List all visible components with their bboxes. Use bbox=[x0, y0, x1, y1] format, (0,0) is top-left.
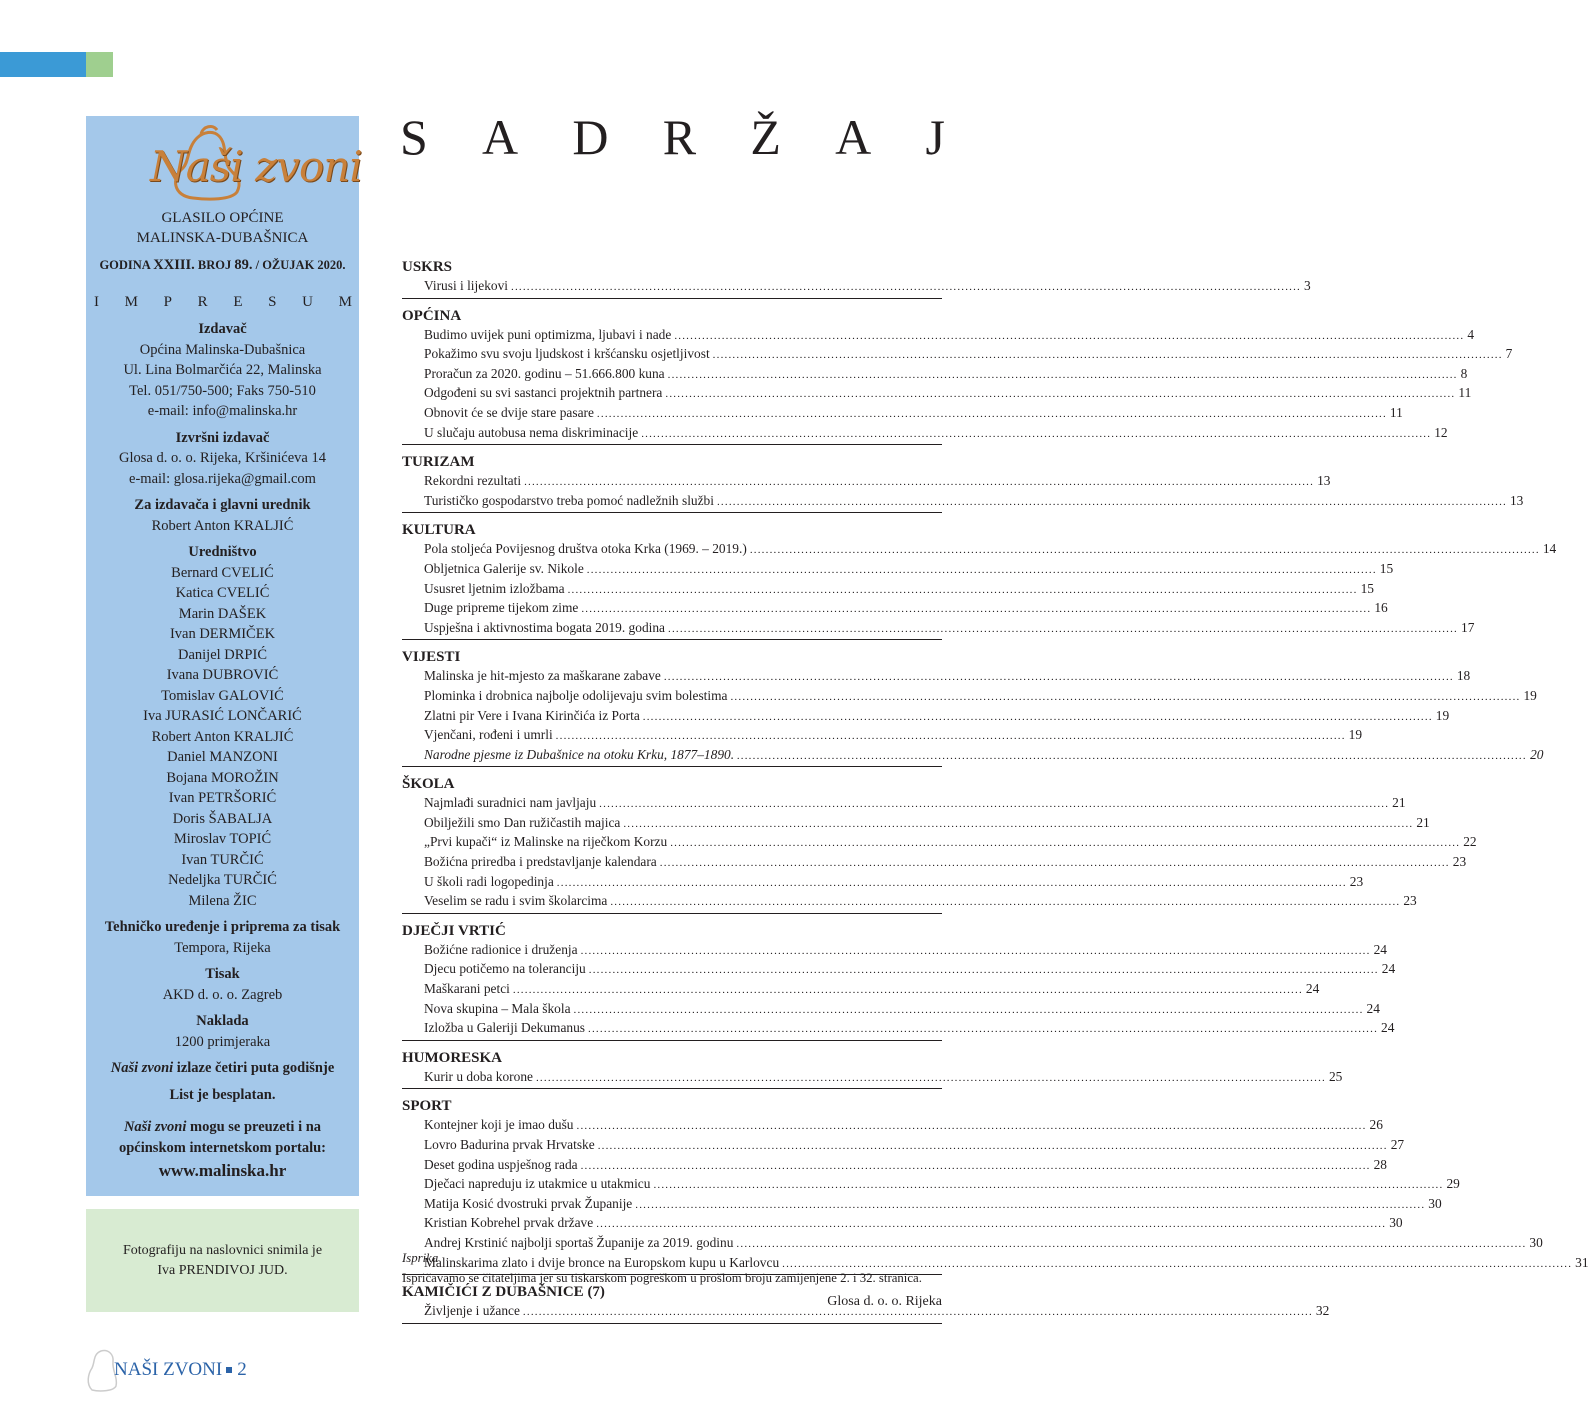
toc-entry[interactable] bbox=[402, 892, 1417, 912]
toc-leader: ........................................................................................................................................................................................................ bbox=[610, 896, 1401, 909]
toc-entry-title: Uspješna i aktivnostima bogata 2019. godina bbox=[424, 619, 665, 635]
toc-leader: ........................................................................................................................................................................................................ bbox=[642, 710, 1433, 723]
toc-page-number: 30 bbox=[1529, 1234, 1543, 1250]
toc-page-number: 7 bbox=[1505, 346, 1513, 362]
izdavac-line: Općina Malinska-Dubašnica bbox=[139, 341, 306, 358]
izdavac-lines bbox=[86, 340, 359, 422]
toc-entry[interactable] bbox=[402, 1214, 1403, 1234]
editor-name: Bojana MOROŽIN bbox=[166, 769, 279, 786]
toc-section-title: KULTURA bbox=[402, 522, 476, 539]
toc-leader: ........................................................................................................................................................................................................ bbox=[567, 583, 1358, 596]
toc-leader: ........................................................................................................................................................................................................ bbox=[665, 388, 1456, 401]
toc-entry[interactable] bbox=[402, 1068, 1343, 1088]
toc-page-number: 19 bbox=[1523, 687, 1537, 703]
toc-leader: ........................................................................................................................................................................................................ bbox=[512, 984, 1303, 997]
toc-page-number: 13 bbox=[1317, 473, 1331, 489]
editor-name: Robert Anton KRALJIĆ bbox=[151, 728, 294, 745]
toc-page-number: 12 bbox=[1434, 424, 1448, 440]
tisak-label: Tisak bbox=[205, 966, 240, 982]
toc-entry-title: Malinskarima zlato i dvije bronce na Europskom kupu u Karlovcu bbox=[424, 1254, 780, 1270]
free-note: List je besplatan. bbox=[169, 1086, 276, 1103]
toc-leader: ........................................................................................................................................................................................................ bbox=[580, 944, 1371, 957]
toc-page-number: 15 bbox=[1379, 560, 1394, 576]
izdavac-line: Ul. Lina Bolmarčića 22, Malinska bbox=[123, 362, 322, 378]
naklada-value: 1200 primjeraka bbox=[174, 1033, 271, 1050]
editor-name: Iva JURASIĆ LONČARIĆ bbox=[143, 708, 302, 724]
editor-name: Tomislav GALOVIĆ bbox=[161, 687, 284, 704]
toc-page-number: 3 bbox=[1304, 278, 1311, 293]
toc-leader: ........................................................................................................................................................................................................ bbox=[511, 281, 1301, 293]
toc-entry[interactable] bbox=[402, 365, 1468, 385]
toc-entry-title: Odgođeni su svi sastanci projektnih partnera bbox=[424, 385, 663, 401]
toc-entry[interactable] bbox=[402, 1019, 1395, 1039]
toc-page-number: 27 bbox=[1390, 1137, 1405, 1152]
naklada-label: Naklada bbox=[196, 1013, 249, 1029]
toc-entry-title: Dječaci napreduju iz utakmice u utakmicu bbox=[424, 1176, 651, 1192]
toc-leader: ........................................................................................................................................................................................................ bbox=[670, 837, 1461, 850]
toc-entry-title: Maškarani petci bbox=[424, 981, 510, 997]
apology-note bbox=[402, 1248, 942, 1312]
toc-entry-title: Ususret ljetnim izložbama bbox=[424, 580, 565, 596]
toc-entry-title: Deset godina uspješnog rada bbox=[424, 1156, 578, 1172]
toc-leader: ........................................................................................................................................................................................................ bbox=[663, 671, 1454, 684]
toc-entry-title: U slučaju autobusa nema diskriminacije bbox=[424, 424, 639, 440]
toc-page-number: 15 bbox=[1360, 580, 1374, 596]
toc-entry-title: Obljetnica Galerije sv. Nikole bbox=[424, 560, 584, 576]
editor-name: Ivan TURČIĆ bbox=[181, 851, 264, 868]
toc-page-number: 23 bbox=[1452, 854, 1467, 870]
portal-note: Naši zvoni mogu se preuzeti i na bbox=[123, 1119, 322, 1135]
title-letter: A bbox=[482, 109, 519, 165]
toc-section-divider bbox=[402, 298, 942, 299]
decor-blue-bar bbox=[0, 52, 86, 77]
toc-entry-title: Rekordni rezultati bbox=[424, 473, 522, 489]
izdavac-line: e-mail: info@malinska.hr bbox=[147, 403, 298, 419]
urednik-name: Robert Anton KRALJIĆ bbox=[151, 517, 294, 534]
editor-name: Ivana DUBROVIĆ bbox=[166, 667, 279, 683]
toc-entry[interactable] bbox=[402, 580, 1374, 600]
editor-name: Ivan PETRŠORIĆ bbox=[168, 790, 277, 806]
toc-page-number: 11 bbox=[1458, 385, 1472, 401]
toc-section bbox=[402, 453, 1524, 513]
toc-leader: ........................................................................................................................................................................................................ bbox=[581, 603, 1372, 616]
toc-leader: ........................................................................................................................................................................................................ bbox=[596, 1218, 1387, 1231]
toc-entry-title: Božićne radionice i druženja bbox=[424, 941, 578, 957]
logo bbox=[92, 118, 362, 204]
toc-entry-title: Plominka i drobnica najbolje odolijevaju svim bolestima bbox=[424, 687, 728, 703]
toc-entry[interactable] bbox=[402, 853, 1467, 873]
toc-leader: ........................................................................................................................................................................................................ bbox=[588, 1023, 1379, 1036]
toc-entry[interactable] bbox=[402, 424, 1448, 444]
toc-leader: ........................................................................................................................................................................................................ bbox=[641, 427, 1432, 440]
toc-page-number: 23 bbox=[1403, 893, 1417, 909]
toc-leader: ........................................................................................................................................................................................................ bbox=[599, 798, 1390, 811]
editor-name: Marin DAŠEK bbox=[178, 605, 267, 622]
toc-leader: ........................................................................................................................................................................................................ bbox=[623, 817, 1414, 830]
toc-section bbox=[402, 648, 1544, 767]
toc-section-divider bbox=[402, 1088, 942, 1089]
izvrsni-lines bbox=[86, 448, 359, 489]
toc-page-number: 14 bbox=[1542, 541, 1557, 557]
toc-entry[interactable] bbox=[402, 599, 1388, 619]
toc-section-divider bbox=[402, 639, 942, 640]
toc-page-number: 22 bbox=[1463, 834, 1477, 850]
toc-entry-title: Pola stoljeća Povijesnog društva otoka Krka (1969. – 2019.) bbox=[424, 541, 747, 557]
toc-page-number: 23 bbox=[1349, 873, 1364, 889]
toc-page-number: 24 bbox=[1373, 941, 1387, 957]
toc-entry-title: Izložba u Galeriji Dekumanus bbox=[424, 1020, 586, 1036]
toc-entry[interactable] bbox=[402, 472, 1331, 492]
toc-page-number: 32 bbox=[1315, 1303, 1330, 1319]
urednistvo-list bbox=[86, 563, 359, 912]
toc-section-title: HUMORESKA bbox=[402, 1049, 503, 1066]
apology-heading: Isprika bbox=[402, 1251, 439, 1265]
editor-name: Danijel DRPIĆ bbox=[177, 646, 267, 663]
toc-section bbox=[402, 922, 1396, 1041]
toc-page-number: 17 bbox=[1461, 619, 1475, 635]
apology-text: Ispričavamo se čitateljima jer su tiskarskom pogreškom u prošlom broju zamijenjene 2. i 32. stranica. bbox=[402, 1271, 922, 1285]
title-letter: A bbox=[835, 109, 872, 165]
toc-entry-title: Andrej Krstinić najbolji sportaš Županije za 2019. godinu bbox=[424, 1234, 734, 1250]
toc-section bbox=[402, 1049, 1343, 1090]
editor-name: Katica CVELIĆ bbox=[175, 585, 270, 601]
page-title bbox=[400, 108, 945, 166]
publication-title: GLASILO OPĆINE MALINSKA-DUBAŠNICA bbox=[136, 210, 309, 246]
impresum-letter: U bbox=[302, 294, 313, 310]
izdavac-label: Izdavač bbox=[198, 321, 247, 337]
toc-leader: ........................................................................................................................................................................................................ bbox=[580, 1159, 1371, 1172]
toc-entry[interactable] bbox=[402, 873, 1364, 893]
toc-entry[interactable] bbox=[402, 960, 1396, 980]
toc-entry-title: Zlatni pir Vere i Ivana Kirinčića iz Porta bbox=[424, 707, 640, 723]
toc-entry[interactable] bbox=[402, 1156, 1387, 1176]
toc-entry-title: Obilježili smo Dan ružičastih majica bbox=[424, 814, 621, 830]
toc-page-number: 19 bbox=[1435, 707, 1450, 723]
toc-entry-title: Duge pripreme tijekom zime bbox=[424, 600, 579, 616]
tehnicko-value: Tempora, Rijeka bbox=[174, 939, 271, 956]
toc-page-number: 21 bbox=[1392, 795, 1406, 811]
editor-name: Daniel MANZONI bbox=[167, 749, 278, 765]
toc-page-number: 19 bbox=[1348, 727, 1363, 743]
title-letter: R bbox=[662, 109, 697, 165]
impresum-letter: R bbox=[197, 294, 208, 310]
toc-section bbox=[402, 258, 1311, 299]
toc-entry[interactable] bbox=[402, 277, 1311, 297]
toc-entry[interactable] bbox=[402, 814, 1430, 834]
photo-credit-line2: Iva PRENDIVOJ JUD. bbox=[157, 1263, 288, 1278]
editor-name: Bernard CVELIĆ bbox=[171, 564, 274, 581]
toc-entry-title: Pokažimo svu svoju ljudskost i kršćansku osjetljivost bbox=[424, 346, 710, 362]
toc-entry-title: Narodne pjesme iz Dubašnice na otoku Krku, 1877–1890. bbox=[424, 746, 735, 762]
toc-leader: ........................................................................................................................................................................................................ bbox=[635, 1198, 1426, 1211]
toc-leader: ........................................................................................................................................................................................................ bbox=[659, 857, 1450, 870]
toc-leader: ........................................................................................................................................................................................................ bbox=[576, 1120, 1367, 1133]
editor-name: Milena ŽIC bbox=[188, 892, 257, 909]
toc-entry[interactable] bbox=[402, 980, 1320, 1000]
toc-leader: ........................................................................................................................................................................................................ bbox=[573, 1003, 1364, 1016]
impresum-letter: I bbox=[94, 294, 99, 310]
toc-entry-title: Budimo uvijek puni optimizma, ljubavi i nade bbox=[424, 326, 672, 342]
toc-section-title: ŠKOLA bbox=[402, 776, 455, 793]
toc-section-title: OPĆINA bbox=[402, 307, 462, 324]
toc-leader: ........................................................................................................................................................................................................ bbox=[596, 407, 1387, 420]
footer-dot-icon bbox=[226, 1367, 232, 1373]
toc-entry-title: Najmlađi suradnici nam javljaju bbox=[424, 795, 597, 811]
urednik-label: Za izdavača i glavni urednik bbox=[134, 497, 311, 513]
izdavac-line: Tel. 051/750-500; Faks 750-510 bbox=[129, 382, 316, 399]
toc-entry-title: Vjenčani, rođeni i umrli bbox=[424, 727, 553, 743]
editor-name: Miroslav TOPIĆ bbox=[173, 831, 272, 847]
toc-page-number: 24 bbox=[1366, 1000, 1380, 1016]
toc-entry-title: U školi radi logopedinja bbox=[424, 873, 554, 889]
toc-entry[interactable] bbox=[402, 941, 1387, 961]
toc-entry[interactable] bbox=[402, 1116, 1383, 1136]
toc-leader: ........................................................................................................................................................................................................ bbox=[535, 1071, 1326, 1084]
toc-section-divider bbox=[402, 766, 942, 767]
toc-entry-title: Nova skupina – Mala škola bbox=[424, 1000, 571, 1016]
toc-section-title: KAMIČIĆI Z DUBAŠNICE (7) bbox=[402, 1284, 605, 1301]
page-number: 2 bbox=[237, 1359, 247, 1380]
toc-entry[interactable] bbox=[402, 833, 1477, 853]
toc-section-divider bbox=[402, 444, 942, 445]
toc-entry[interactable] bbox=[402, 707, 1450, 727]
toc-entry-title: Matija Kosić dvostruki prvak Županije bbox=[424, 1195, 633, 1211]
toc-section-title: USKRS bbox=[402, 259, 453, 275]
toc-section-title: VIJESTI bbox=[402, 649, 461, 666]
publication-issue: GODINA XXIII. BROJ 89. / OŽUJAK 2020. bbox=[99, 257, 346, 273]
toc-section-title: SPORT bbox=[402, 1098, 452, 1115]
title-letter: J bbox=[925, 109, 945, 165]
toc-section bbox=[402, 775, 1477, 914]
toc-entry[interactable] bbox=[402, 687, 1537, 707]
toc-leader: ........................................................................................................................................................................................................ bbox=[782, 1257, 1573, 1270]
toc-page-number: 24 bbox=[1381, 961, 1396, 977]
toc-section-divider bbox=[402, 1040, 942, 1041]
toc-entry-title: Lovro Badurina prvak Hrvatske bbox=[424, 1137, 595, 1152]
impresum-panel bbox=[86, 116, 362, 1196]
impresum-body bbox=[86, 319, 359, 1182]
editor-name: Doris ŠABALJA bbox=[172, 810, 273, 827]
izvrsni-line: e-mail: glosa.rijeka@gmail.com bbox=[129, 470, 316, 487]
toc-page-number: 25 bbox=[1328, 1068, 1343, 1084]
toc-leader: ........................................................................................................................................................................................................ bbox=[749, 544, 1540, 557]
toc-leader: ........................................................................................................................................................................................................ bbox=[588, 964, 1379, 977]
toc-entry[interactable] bbox=[402, 746, 1544, 766]
toc-entry[interactable] bbox=[402, 560, 1394, 580]
portal-url-link[interactable]: www.malinska.hr bbox=[158, 1161, 287, 1180]
title-letter: D bbox=[572, 109, 609, 165]
toc-entry[interactable] bbox=[402, 384, 1472, 404]
title-letter: S bbox=[400, 109, 428, 165]
toc-entry[interactable] bbox=[402, 326, 1475, 346]
toc-entry[interactable] bbox=[402, 345, 1513, 365]
toc-section-title: DJEČJI VRTIĆ bbox=[402, 922, 506, 939]
toc-entry-title: Božićna priredba i predstavljanje kalendara bbox=[424, 854, 657, 870]
tisak-value: AKD d. o. o. Zagreb bbox=[162, 986, 283, 1003]
izvrsni-label: Izvršni izdavač bbox=[175, 429, 270, 446]
toc-page-number: 16 bbox=[1374, 600, 1388, 616]
toc-entry[interactable] bbox=[402, 1000, 1380, 1020]
toc-entry-title: Veselim se radu i svim školarcima bbox=[424, 893, 608, 909]
toc-page-number: 28 bbox=[1373, 1156, 1387, 1172]
toc-page-number: 30 bbox=[1428, 1195, 1442, 1211]
decor-green-bar bbox=[86, 52, 113, 77]
impresum-letter: M bbox=[124, 294, 138, 310]
toc-leader: ........................................................................................................................................................................................................ bbox=[730, 690, 1521, 703]
toc-leader: ........................................................................................................................................................................................................ bbox=[668, 622, 1458, 635]
toc-page-number: 30 bbox=[1389, 1215, 1403, 1231]
toc-entry-title: Malinska je hit-mjesto za maškarane zabave bbox=[424, 668, 661, 684]
editor-name: Ivan DERMIČEK bbox=[169, 626, 276, 642]
impresum-letter: S bbox=[268, 294, 277, 310]
izvrsni-line: Glosa d. o. o. Rijeka, Kršinićeva 14 bbox=[119, 450, 326, 466]
toc-entry[interactable] bbox=[402, 667, 1471, 687]
toc-entry[interactable] bbox=[402, 619, 1475, 639]
toc-page-number: 18 bbox=[1456, 668, 1471, 684]
toc-entry-title: Kristian Kobrehel prvak države bbox=[424, 1215, 594, 1231]
toc-leader: ........................................................................................................................................................................................................ bbox=[653, 1179, 1444, 1192]
impresum-letter: M bbox=[338, 294, 352, 310]
toc-entry-title: Proračun za 2020. godinu – 51.666.800 kuna bbox=[424, 365, 665, 381]
impresum-heading bbox=[94, 294, 352, 311]
frequency-note: Naši zvoni izlaze četiri puta godišnje bbox=[110, 1060, 335, 1076]
toc-leader: ........................................................................................................................................................................................................ bbox=[597, 1140, 1388, 1152]
table-of-contents bbox=[402, 258, 1589, 1332]
toc-page-number: 20 bbox=[1530, 746, 1544, 762]
toc-section-title: TURIZAM bbox=[402, 454, 475, 471]
portal-note-line2: općinskom internetskom portalu: bbox=[118, 1139, 327, 1156]
toc-entry-title: Virusi i lijekovi bbox=[424, 278, 508, 293]
page-footer bbox=[86, 1348, 326, 1392]
toc-entry[interactable] bbox=[402, 492, 1524, 512]
toc-entry-title: Kontejner koji je imao dušu bbox=[424, 1117, 574, 1133]
photo-credit-box bbox=[86, 1209, 359, 1312]
toc-leader: ........................................................................................................................................................................................................ bbox=[524, 476, 1315, 489]
toc-section bbox=[402, 521, 1557, 640]
toc-page-number: 21 bbox=[1416, 814, 1430, 830]
editor-name: Nedeljka TURČIĆ bbox=[168, 872, 277, 888]
toc-section-divider bbox=[402, 1323, 942, 1324]
toc-page-number: 13 bbox=[1509, 492, 1524, 508]
toc-page-number: 26 bbox=[1369, 1117, 1383, 1133]
toc-entry-title: Kurir u doba korone bbox=[424, 1068, 533, 1084]
impresum-letter: P bbox=[163, 294, 172, 310]
toc-leader: ........................................................................................................................................................................................................ bbox=[556, 876, 1347, 889]
toc-leader: ........................................................................................................................................................................................................ bbox=[586, 563, 1377, 576]
toc-leader: ........................................................................................................................................................................................................ bbox=[674, 329, 1465, 342]
toc-leader: ........................................................................................................................................................................................................ bbox=[716, 495, 1507, 508]
toc-entry-title: Življenje i užance bbox=[424, 1303, 520, 1319]
toc-section-divider bbox=[402, 913, 942, 914]
toc-leader: ........................................................................................................................................................................................................ bbox=[712, 349, 1503, 362]
toc-page-number: 24 bbox=[1305, 981, 1320, 997]
footer-magazine-name: NAŠI ZVONI 2 bbox=[114, 1359, 247, 1380]
toc-page-number: 8 bbox=[1460, 365, 1468, 381]
tehnicko-label: Tehničko uređenje i priprema za tisak bbox=[104, 919, 341, 935]
toc-leader: ........................................................................................................................................................................................................ bbox=[737, 749, 1528, 762]
toc-section-divider bbox=[402, 512, 942, 513]
toc-leader: ........................................................................................................................................................................................................ bbox=[667, 368, 1458, 381]
apology-signature: Glosa d. o. o. Rijeka bbox=[827, 1294, 942, 1309]
toc-leader: ........................................................................................................................................................................................................ bbox=[555, 730, 1346, 743]
toc-page-number: 29 bbox=[1446, 1176, 1460, 1192]
toc-entry[interactable] bbox=[402, 1195, 1442, 1215]
impresum-letter: E bbox=[233, 294, 243, 310]
title-letter: Ž bbox=[750, 109, 781, 165]
toc-entry[interactable] bbox=[402, 794, 1406, 814]
toc-entry-title: „Prvi kupači“ iz Malinske na riječkom Korzu bbox=[424, 834, 668, 850]
toc-leader: ........................................................................................................................................................................................................ bbox=[522, 1306, 1313, 1319]
toc-entry[interactable] bbox=[402, 540, 1557, 560]
toc-entry[interactable] bbox=[402, 404, 1403, 424]
toc-page-number: 31 bbox=[1575, 1254, 1589, 1270]
toc-entry[interactable] bbox=[402, 1175, 1460, 1195]
photo-credit-line1: Fotografiju na naslovnici snimila je bbox=[122, 1243, 323, 1258]
urednistvo-label: Uredništvo bbox=[188, 544, 257, 560]
logo-text: Naši zvoni bbox=[150, 142, 362, 191]
toc-page-number: 11 bbox=[1389, 404, 1403, 420]
toc-section bbox=[402, 307, 1513, 446]
toc-leader: ........................................................................................................................................................................................................ bbox=[736, 1237, 1527, 1250]
toc-entry[interactable] bbox=[402, 726, 1363, 746]
toc-page-number: 24 bbox=[1381, 1020, 1395, 1036]
toc-entry-title: Djecu potičemo na toleranciju bbox=[424, 961, 586, 977]
toc-entry[interactable] bbox=[402, 1136, 1405, 1156]
toc-entry-title: Obnovit će se dvije stare pasare bbox=[424, 404, 594, 420]
toc-page-number: 4 bbox=[1467, 326, 1475, 342]
toc-entry-title: Turističko gospodarstvo treba pomoć nadležnih službi bbox=[424, 492, 714, 508]
